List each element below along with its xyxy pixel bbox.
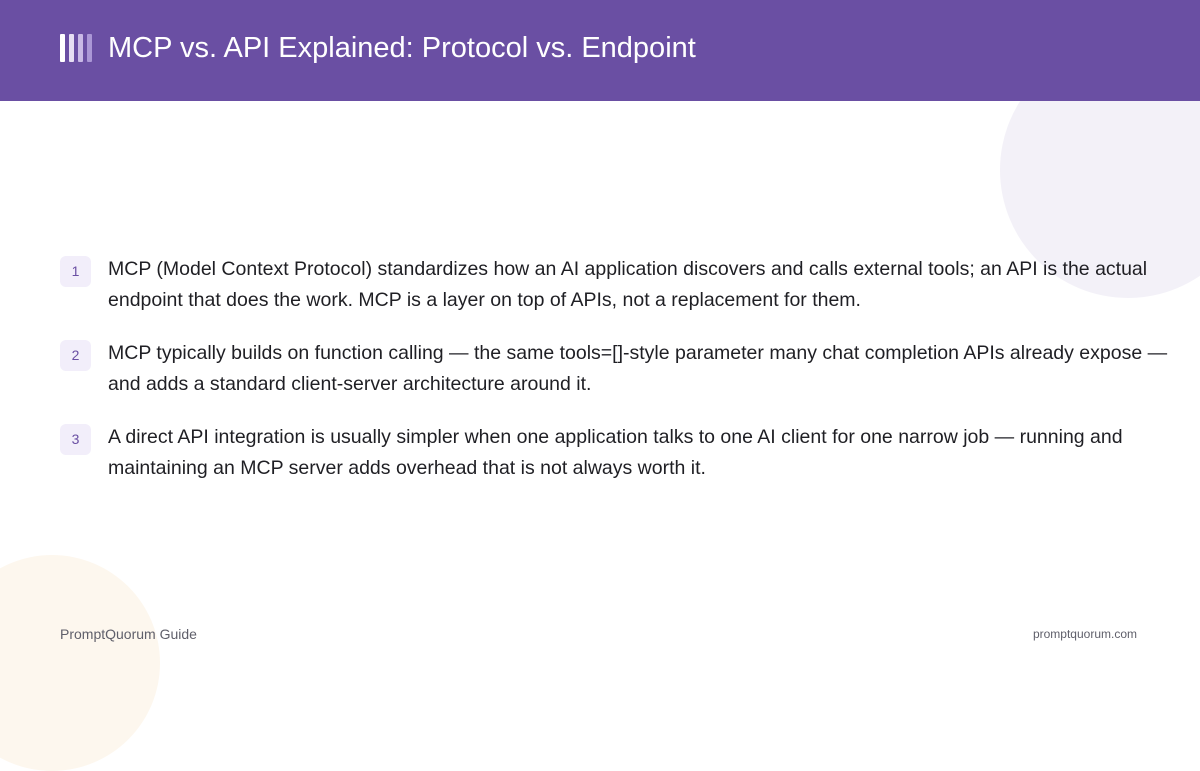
- item-number-badge: 3: [60, 424, 91, 455]
- decorative-circle-left: [0, 555, 160, 771]
- item-number-badge: 2: [60, 340, 91, 371]
- item-text: MCP typically builds on function calling — the same tools=[]-style parameter many chat completion APIs already expose — and adds a standard client-server architecture around it.: [108, 342, 1168, 395]
- footer-brand-label: PromptQuorum Guide: [60, 626, 197, 642]
- item-text: A direct API integration is usually simpler when one application talks to one AI client for one narrow job — running and maintaining an MCP server adds overhead that is not always worth it.: [108, 426, 1123, 479]
- item-text: MCP (Model Context Protocol) standardizes how an AI application discovers and calls external tools; an API is the actual endpoint that does the work. MCP is a layer on top of APIs, not a replacement for them.: [108, 258, 1148, 311]
- list-item: [60, 254, 1185, 316]
- key-points-list: [60, 254, 1185, 506]
- list-item: [60, 338, 1185, 400]
- page-title: MCP vs. API Explained: Protocol vs. Endpoint: [108, 32, 696, 64]
- item-number-badge: 1: [60, 256, 91, 287]
- title-banner: [0, 0, 1200, 101]
- footer-website-label: promptquorum.com: [1032, 627, 1137, 641]
- vertical-bars-logo-icon: [60, 34, 94, 62]
- list-item: [60, 422, 1185, 484]
